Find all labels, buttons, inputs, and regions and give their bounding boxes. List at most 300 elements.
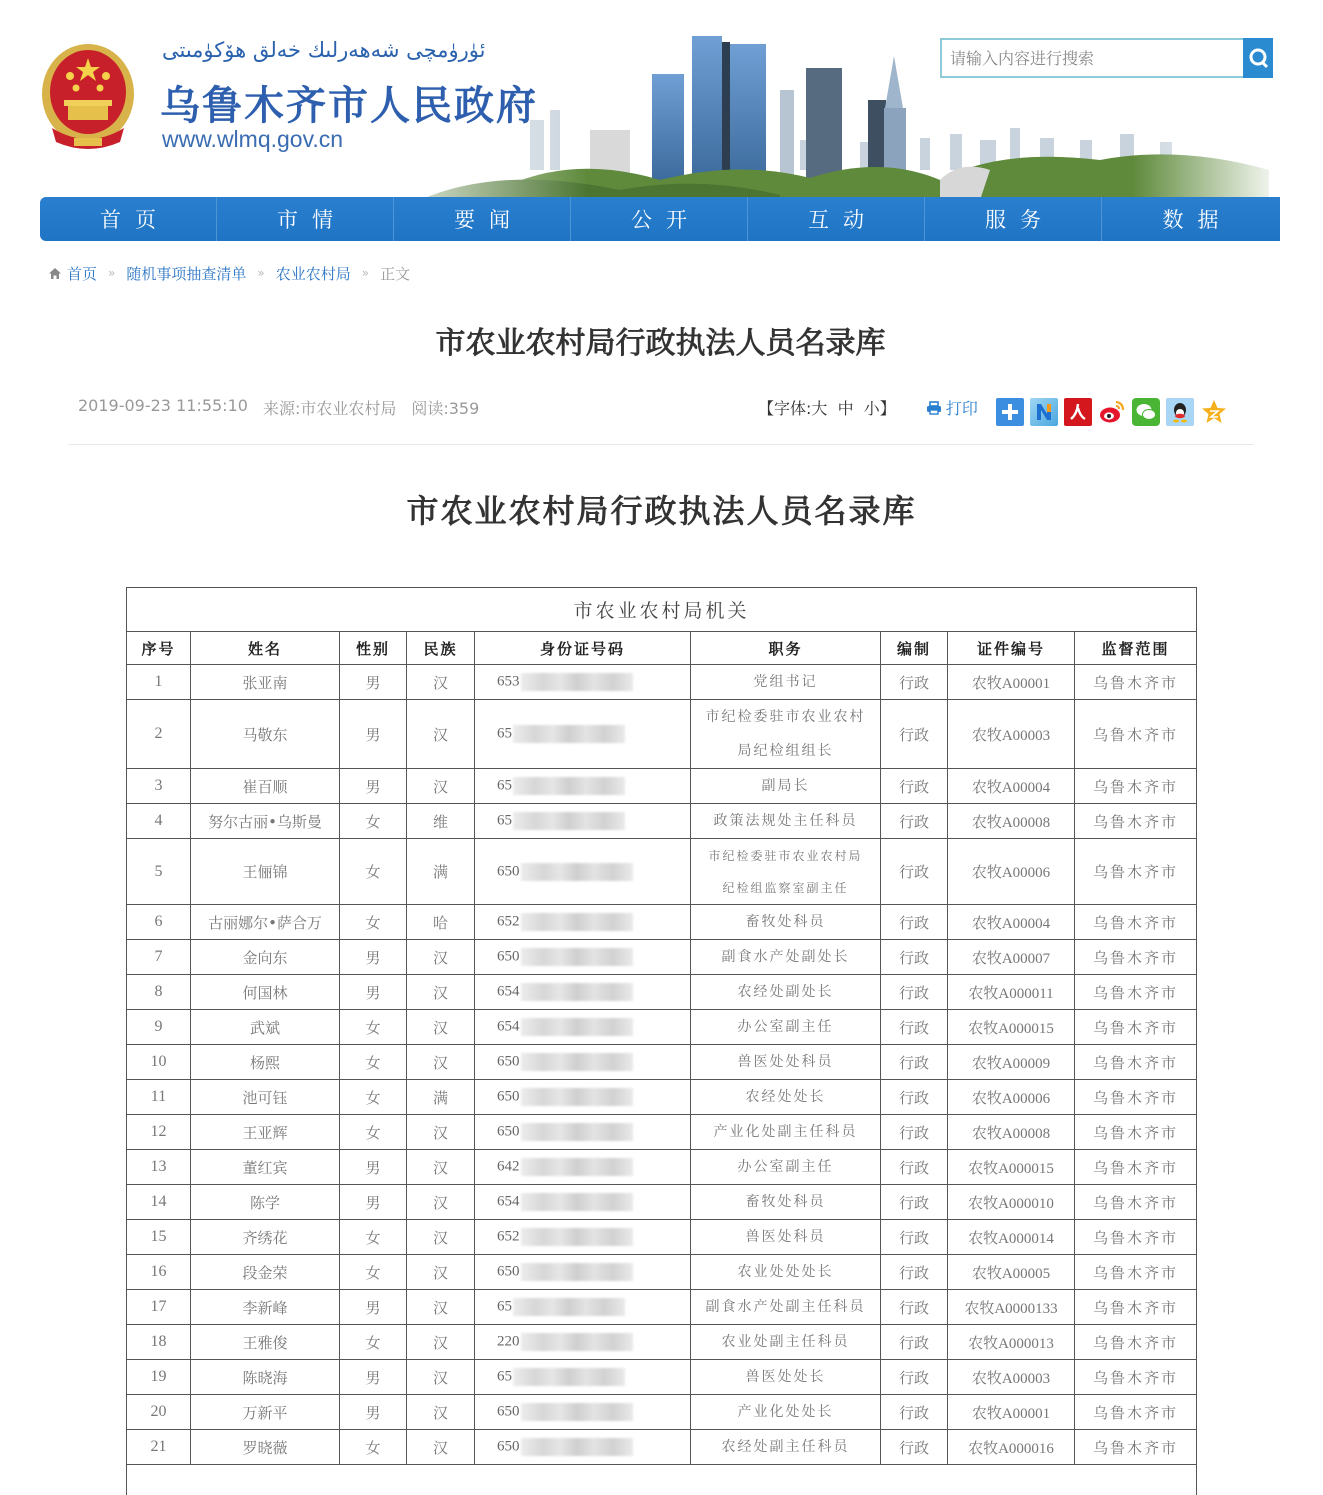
redacted-id-blur <box>521 673 633 691</box>
cell-gender: 女 <box>340 1325 407 1360</box>
cell-gender: 女 <box>340 1115 407 1150</box>
redacted-id-blur <box>513 812 625 830</box>
cell-staffing: 行政 <box>881 1325 948 1360</box>
cell-cert-number: 农牧A00004 <box>948 769 1075 804</box>
cell-position: 农业处副主任科员 <box>691 1325 881 1360</box>
table-row <box>127 769 1197 804</box>
redacted-id-blur <box>521 1263 633 1281</box>
cell-gender: 女 <box>340 1010 407 1045</box>
cell-gender: 男 <box>340 1395 407 1430</box>
cell-id-number <box>475 1220 691 1255</box>
breadcrumb-separator: » <box>108 266 116 280</box>
cell-gender: 女 <box>340 1080 407 1115</box>
cell-position: 农经处处长 <box>691 1080 881 1115</box>
cell-cert-number: 农牧A000015 <box>948 1150 1075 1185</box>
site-url: www.wlmq.gov.cn <box>162 126 344 152</box>
id-number-prefix: 65 <box>497 725 512 742</box>
cell-staffing: 行政 <box>881 975 948 1010</box>
table-row <box>127 1010 1197 1045</box>
col-header-position: 职务 <box>691 632 881 665</box>
cell-ethnicity: 汉 <box>407 769 475 804</box>
cell-scope: 乌鲁木齐市 <box>1075 769 1197 804</box>
cell-no: 8 <box>127 975 191 1010</box>
cell-cert-number: 农牧A000015 <box>948 1010 1075 1045</box>
table-row <box>127 1150 1197 1185</box>
cell-name: 杨熙 <box>191 1045 340 1080</box>
cell-no: 9 <box>127 1010 191 1045</box>
cell-id-number <box>475 1360 691 1395</box>
redacted-id-blur <box>521 863 633 881</box>
cell-id-number <box>475 1255 691 1290</box>
cell-no: 18 <box>127 1325 191 1360</box>
cell-id-number <box>475 1045 691 1080</box>
table-row <box>127 839 1197 905</box>
cell-name: 武斌 <box>191 1010 340 1045</box>
cell-position: 兽医处科员 <box>691 1220 881 1255</box>
redacted-id-blur <box>513 725 625 743</box>
cell-staffing: 行政 <box>881 1080 948 1115</box>
cell-cert-number: 农牧A00008 <box>948 1115 1075 1150</box>
cell-id-number <box>475 1430 691 1465</box>
cell-ethnicity: 满 <box>407 839 475 905</box>
id-number-prefix: 220 <box>497 1333 520 1350</box>
cell-scope: 乌鲁木齐市 <box>1075 1220 1197 1255</box>
cell-no: 3 <box>127 769 191 804</box>
cell-scope: 乌鲁木齐市 <box>1075 1395 1197 1430</box>
nav-item-news[interactable]: 要闻 <box>394 197 571 241</box>
table-row <box>127 1290 1197 1325</box>
personnel-table-container <box>126 587 1196 1495</box>
cell-ethnicity: 汉 <box>407 1325 475 1360</box>
id-number-prefix: 650 <box>497 1088 520 1105</box>
table-row <box>127 940 1197 975</box>
breadcrumb-separator: » <box>361 266 370 280</box>
id-number-prefix: 652 <box>497 1228 520 1245</box>
table-caption-row <box>127 588 1197 632</box>
cell-no: 15 <box>127 1220 191 1255</box>
id-number-prefix: 650 <box>497 948 520 965</box>
cell-cert-number: 农牧A000014 <box>948 1220 1075 1255</box>
cell-position: 兽医处处科员 <box>691 1045 881 1080</box>
cell-scope: 乌鲁木齐市 <box>1075 1255 1197 1290</box>
cell-name: 努尔古丽•乌斯曼 <box>191 804 340 839</box>
cell-staffing: 行政 <box>881 1395 948 1430</box>
cell-staffing: 行政 <box>881 1255 948 1290</box>
col-header-name: 姓名 <box>191 632 340 665</box>
qzone-share-icon[interactable] <box>1200 398 1228 426</box>
weibo-share-icon[interactable] <box>1098 398 1126 426</box>
search-button[interactable] <box>1243 38 1273 78</box>
cell-scope: 乌鲁木齐市 <box>1075 1360 1197 1395</box>
meta-divider <box>68 444 1254 445</box>
redacted-id-blur <box>521 913 633 931</box>
redacted-id-blur <box>521 1053 633 1071</box>
cell-no: 14 <box>127 1185 191 1220</box>
document-title: 市农业农村局行政执法人员名录库 <box>406 492 917 530</box>
cell-staffing: 行政 <box>881 1185 948 1220</box>
uyghur-site-title: ئۈرۈمچى شەھەرلىك خەلق ھۆكۈمىتى <box>162 38 486 62</box>
cell-no: 13 <box>127 1150 191 1185</box>
cell-gender: 女 <box>340 804 407 839</box>
col-header-id-number: 身份证号码 <box>475 632 691 665</box>
cell-position: 副食水产处副主任科员 <box>691 1290 881 1325</box>
cell-position: 农经处副主任科员 <box>691 1430 881 1465</box>
redacted-id-blur <box>521 1403 633 1421</box>
cell-name: 马敬东 <box>191 700 340 769</box>
redacted-id-blur <box>513 1298 625 1316</box>
col-header-cert-number: 证件编号 <box>948 632 1075 665</box>
redacted-id-blur <box>521 1193 633 1211</box>
cell-name: 罗晓薇 <box>191 1430 340 1465</box>
cell-position: 畜牧处科员 <box>691 905 881 940</box>
cell-id-number <box>475 1150 691 1185</box>
table-row <box>127 1220 1197 1255</box>
article-source: 来源:市农业农村局 <box>262 399 397 418</box>
cell-position: 畜牧处科员 <box>691 1185 881 1220</box>
table-row <box>127 804 1197 839</box>
cell-position <box>691 700 881 769</box>
col-header-staffing: 编制 <box>881 632 948 665</box>
cell-position <box>691 839 881 905</box>
home-icon <box>48 267 62 280</box>
cell-cert-number: 农牧A00004 <box>948 905 1075 940</box>
cell-name: 何国林 <box>191 975 340 1010</box>
cell-ethnicity: 汉 <box>407 665 475 700</box>
id-number-prefix: 654 <box>497 983 520 1000</box>
redacted-id-blur <box>521 983 633 1001</box>
cell-scope: 乌鲁木齐市 <box>1075 839 1197 905</box>
redacted-id-blur <box>521 1158 633 1176</box>
cell-position: 兽医处处长 <box>691 1360 881 1395</box>
id-number-prefix: 650 <box>497 1263 520 1280</box>
cell-cert-number: 农牧A00008 <box>948 804 1075 839</box>
redacted-id-blur <box>513 1368 625 1386</box>
cell-id-number <box>475 665 691 700</box>
cell-id-number <box>475 700 691 769</box>
redacted-id-blur <box>521 1123 633 1141</box>
cell-ethnicity: 汉 <box>407 700 475 769</box>
font-size-bracket: 】 <box>879 399 896 418</box>
cell-name: 齐绣花 <box>191 1220 340 1255</box>
cell-ethnicity: 哈 <box>407 905 475 940</box>
font-size-medium[interactable]: 中 <box>837 399 854 418</box>
id-number-prefix: 652 <box>497 913 520 930</box>
cell-scope: 乌鲁木齐市 <box>1075 905 1197 940</box>
table-row <box>127 665 1197 700</box>
printer-icon <box>926 401 942 415</box>
cell-no: 19 <box>127 1360 191 1395</box>
site-header <box>0 0 1269 200</box>
cell-name: 王亚辉 <box>191 1115 340 1150</box>
print-button[interactable] <box>926 396 978 419</box>
qq-share-icon[interactable] <box>1166 398 1194 426</box>
cell-ethnicity: 汉 <box>407 1115 475 1150</box>
read-count: 阅读:359 <box>411 399 480 418</box>
cell-cert-number: 农牧A00001 <box>948 665 1075 700</box>
cell-position: 政策法规处主任科员 <box>691 804 881 839</box>
table-continuation-row <box>127 1465 1197 1495</box>
table-header-row <box>127 632 1197 665</box>
breadcrumb-agriculture-bureau[interactable]: 农业农村局 <box>275 264 351 283</box>
nav-item-city-info[interactable]: 市情 <box>217 197 394 241</box>
cell-scope: 乌鲁木齐市 <box>1075 1045 1197 1080</box>
cell-cert-number: 农牧A00005 <box>948 1255 1075 1290</box>
cell-staffing: 行政 <box>881 1430 948 1465</box>
cell-gender: 男 <box>340 700 407 769</box>
cell-cert-number: 农牧A000010 <box>948 1185 1075 1220</box>
id-number-prefix: 650 <box>497 1438 520 1455</box>
cell-id-number <box>475 1290 691 1325</box>
cell-scope: 乌鲁木齐市 <box>1075 1150 1197 1185</box>
cell-id-number <box>475 769 691 804</box>
cell-staffing: 行政 <box>881 1150 948 1185</box>
col-header-ethnicity: 民族 <box>407 632 475 665</box>
search-icon <box>1247 47 1269 69</box>
cell-scope: 乌鲁木齐市 <box>1075 940 1197 975</box>
cell-ethnicity: 汉 <box>407 1010 475 1045</box>
redacted-id-blur <box>521 1333 633 1351</box>
table-row <box>127 905 1197 940</box>
redacted-id-blur <box>521 1018 633 1036</box>
cell-ethnicity: 汉 <box>407 1430 475 1465</box>
national-emblem-logo <box>40 42 136 154</box>
cell-id-number <box>475 1115 691 1150</box>
wechat-share-icon[interactable] <box>1132 398 1160 426</box>
cell-staffing: 行政 <box>881 769 948 804</box>
cell-no: 17 <box>127 1290 191 1325</box>
cell-gender: 男 <box>340 1185 407 1220</box>
cell-cert-number: 农牧A0000133 <box>948 1290 1075 1325</box>
cell-ethnicity: 汉 <box>407 1290 475 1325</box>
print-label: 打印 <box>945 399 978 418</box>
redacted-id-blur <box>521 948 633 966</box>
article-tools <box>758 396 978 419</box>
share-bar <box>996 398 1228 426</box>
cell-no: 1 <box>127 665 191 700</box>
redacted-id-blur <box>513 777 625 795</box>
cell-scope: 乌鲁木齐市 <box>1075 1430 1197 1465</box>
personnel-table <box>126 587 1197 1495</box>
cell-staffing: 行政 <box>881 1010 948 1045</box>
cell-cert-number: 农牧A000013 <box>948 1325 1075 1360</box>
cell-gender: 男 <box>340 1150 407 1185</box>
nav-item-disclosure[interactable]: 公开 <box>571 197 748 241</box>
cell-name: 张亚南 <box>191 665 340 700</box>
breadcrumb-home[interactable]: 首页 <box>67 264 98 283</box>
cell-ethnicity: 汉 <box>407 1395 475 1430</box>
id-number-prefix: 654 <box>497 1018 520 1035</box>
redacted-id-blur <box>521 1228 633 1246</box>
cell-staffing: 行政 <box>881 804 948 839</box>
cell-gender: 男 <box>340 975 407 1010</box>
cell-gender: 男 <box>340 1290 407 1325</box>
cell-gender: 女 <box>340 905 407 940</box>
cell-gender: 男 <box>340 665 407 700</box>
table-row <box>127 1045 1197 1080</box>
col-header-no: 序号 <box>127 632 191 665</box>
col-header-scope: 监督范围 <box>1075 632 1197 665</box>
cell-no: 4 <box>127 804 191 839</box>
cell-ethnicity: 汉 <box>407 1185 475 1220</box>
cell-no: 5 <box>127 839 191 905</box>
cell-scope: 乌鲁木齐市 <box>1075 700 1197 769</box>
breadcrumb <box>48 262 410 284</box>
id-number-prefix: 653 <box>497 673 520 690</box>
cell-cert-number: 农牧A000016 <box>948 1430 1075 1465</box>
cell-name: 李新峰 <box>191 1290 340 1325</box>
cell-gender: 男 <box>340 769 407 804</box>
cell-name: 陈晓海 <box>191 1360 340 1395</box>
cell-staffing: 行政 <box>881 700 948 769</box>
id-number-prefix: 654 <box>497 1193 520 1210</box>
nav-item-services[interactable]: 服务 <box>925 197 1102 241</box>
cell-cert-number: 农牧A00007 <box>948 940 1075 975</box>
redacted-id-blur <box>521 1088 633 1106</box>
table-row <box>127 975 1197 1010</box>
article-title: 市农业农村局行政执法人员名录库 <box>435 326 886 361</box>
renren-share-icon[interactable] <box>1064 398 1092 426</box>
cell-cert-number: 农牧A000011 <box>948 975 1075 1010</box>
cell-cert-number: 农牧A00006 <box>948 839 1075 905</box>
cell-scope: 乌鲁木齐市 <box>1075 1185 1197 1220</box>
cell-staffing: 行政 <box>881 1115 948 1150</box>
breadcrumb-current: 正文 <box>380 264 411 283</box>
cell-scope: 乌鲁木齐市 <box>1075 1080 1197 1115</box>
col-header-gender: 性别 <box>340 632 407 665</box>
id-number-prefix: 642 <box>497 1158 520 1175</box>
cell-id-number <box>475 940 691 975</box>
table-row <box>127 1325 1197 1360</box>
publish-datetime: 2019-09-23 11:55:10 <box>78 396 248 415</box>
cell-staffing: 行政 <box>881 1220 948 1255</box>
table-row <box>127 700 1197 769</box>
cell-position: 副局长 <box>691 769 881 804</box>
cell-scope: 乌鲁木齐市 <box>1075 1010 1197 1045</box>
cell-staffing: 行政 <box>881 905 948 940</box>
id-number-prefix: 650 <box>497 1403 520 1420</box>
id-number-prefix: 65 <box>497 777 512 794</box>
cell-id-number <box>475 1010 691 1045</box>
cell-id-number <box>475 1185 691 1220</box>
cell-cert-number: 农牧A00003 <box>948 1360 1075 1395</box>
cell-name: 陈学 <box>191 1185 340 1220</box>
breadcrumb-separator: » <box>257 266 265 280</box>
cell-position: 农经处副处长 <box>691 975 881 1010</box>
table-row <box>127 1395 1197 1430</box>
cell-position: 产业化处处长 <box>691 1395 881 1430</box>
cell-position: 党组书记 <box>691 665 881 700</box>
cell-scope: 乌鲁木齐市 <box>1075 1115 1197 1150</box>
breadcrumb-random-inspection-list[interactable]: 随机事项抽查清单 <box>126 264 247 283</box>
cell-name: 池可钰 <box>191 1080 340 1115</box>
id-number-prefix: 650 <box>497 862 520 879</box>
cell-scope: 乌鲁木齐市 <box>1075 1325 1197 1360</box>
cell-gender: 女 <box>340 1255 407 1290</box>
cell-ethnicity: 汉 <box>407 1150 475 1185</box>
cell-scope: 乌鲁木齐市 <box>1075 1290 1197 1325</box>
id-number-prefix: 650 <box>497 1053 520 1070</box>
cell-no: 11 <box>127 1080 191 1115</box>
cell-staffing: 行政 <box>881 1045 948 1080</box>
position-text: 市纪检委驻市农业农村局纪检组组长 <box>705 709 866 759</box>
cell-id-number <box>475 975 691 1010</box>
redacted-id-blur <box>521 1438 633 1456</box>
font-size-label: 【字体: <box>758 399 812 418</box>
cell-name: 万新平 <box>191 1395 340 1430</box>
id-number-prefix: 65 <box>497 1368 512 1385</box>
id-number-prefix: 65 <box>497 1298 512 1315</box>
position-text: 市纪检委驻市农业农村局纪检组监察室副主任 <box>708 848 863 895</box>
cell-scope: 乌鲁木齐市 <box>1075 804 1197 839</box>
cell-gender: 男 <box>340 940 407 975</box>
cell-position: 副食水产处副处长 <box>691 940 881 975</box>
cell-ethnicity: 维 <box>407 804 475 839</box>
nav-item-data[interactable]: 数据 <box>1162 208 1233 232</box>
cell-no: 12 <box>127 1115 191 1150</box>
cell-scope: 乌鲁木齐市 <box>1075 975 1197 1010</box>
cell-gender: 女 <box>340 1430 407 1465</box>
cell-staffing: 行政 <box>881 665 948 700</box>
cell-name: 金向东 <box>191 940 340 975</box>
id-number-prefix: 65 <box>497 812 512 829</box>
table-row <box>127 1115 1197 1150</box>
font-size-large[interactable]: 大 <box>811 399 828 418</box>
table-row <box>127 1185 1197 1220</box>
search-input[interactable] <box>942 40 1242 76</box>
search-box <box>940 38 1245 78</box>
cell-name: 古丽娜尔•萨合万 <box>191 905 340 940</box>
share-more-icon[interactable] <box>996 398 1024 426</box>
nav-item-interaction[interactable]: 互动 <box>748 197 925 241</box>
cell-ethnicity: 汉 <box>407 1045 475 1080</box>
article-meta <box>78 396 479 419</box>
cell-gender: 女 <box>340 1045 407 1080</box>
cell-gender: 女 <box>340 1220 407 1255</box>
font-size-control <box>758 396 896 419</box>
nav-item-home[interactable]: 首页 <box>40 197 217 241</box>
cell-ethnicity: 汉 <box>407 1360 475 1395</box>
site-title: 乌鲁木齐市人民政府 <box>160 83 538 129</box>
cell-cert-number: 农牧A00001 <box>948 1395 1075 1430</box>
cell-no: 2 <box>127 700 191 769</box>
id-number-prefix: 650 <box>497 1123 520 1140</box>
cell-position: 办公室副主任 <box>691 1010 881 1045</box>
cell-no: 6 <box>127 905 191 940</box>
main-nav <box>40 197 1280 241</box>
cell-name: 崔百顺 <box>191 769 340 804</box>
table-row <box>127 1360 1197 1395</box>
cell-no: 20 <box>127 1395 191 1430</box>
cell-no: 16 <box>127 1255 191 1290</box>
cell-position: 办公室副主任 <box>691 1150 881 1185</box>
cell-scope: 乌鲁木齐市 <box>1075 665 1197 700</box>
cell-gender: 女 <box>340 839 407 905</box>
cell-ethnicity: 汉 <box>407 1220 475 1255</box>
cell-cert-number: 农牧A00006 <box>948 1080 1075 1115</box>
cell-id-number <box>475 1395 691 1430</box>
cell-ethnicity: 汉 <box>407 940 475 975</box>
cell-ethnicity: 满 <box>407 1080 475 1115</box>
cell-id-number <box>475 905 691 940</box>
font-size-small[interactable]: 小 <box>863 399 880 418</box>
cell-id-number <box>475 1325 691 1360</box>
cell-ethnicity: 汉 <box>407 1255 475 1290</box>
cell-position: 产业化处副主任科员 <box>691 1115 881 1150</box>
baidu-news-share-icon[interactable] <box>1030 398 1058 426</box>
cell-position: 农业处处处长 <box>691 1255 881 1290</box>
cell-no: 21 <box>127 1430 191 1465</box>
cell-staffing: 行政 <box>881 940 948 975</box>
